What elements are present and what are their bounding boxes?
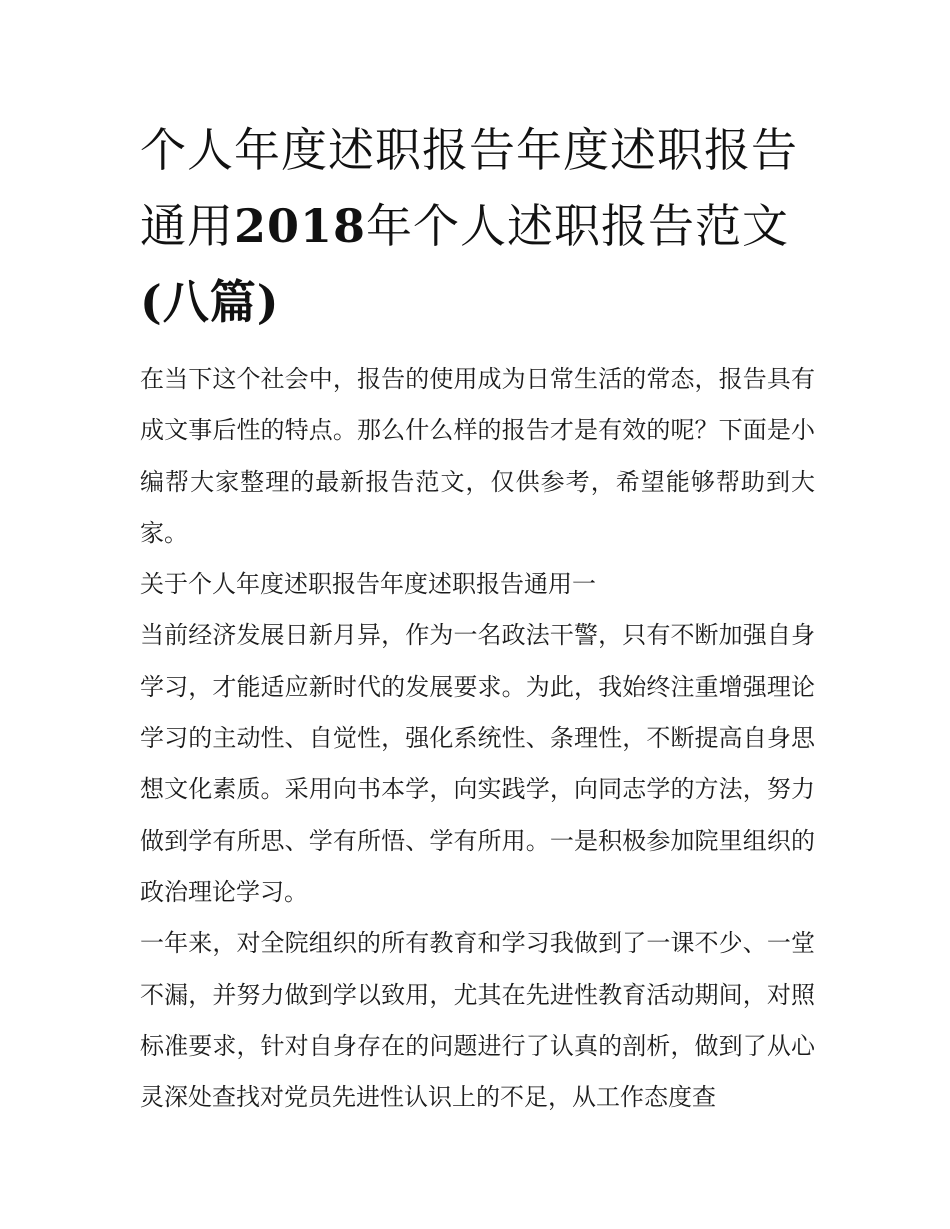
title-part-2: 年个人述职报告范文 — [366, 199, 790, 253]
document-title — [140, 112, 815, 340]
document-page — [140, 112, 815, 1123]
section-heading: 关于个人年度述职报告年度述职报告通用一 — [140, 570, 596, 599]
title-paren: (八篇) — [140, 275, 280, 329]
body-paragraph: 一年来，对全院组织的所有教育和学习我做到了一课不少、一堂不漏，并努力做到学以致用，尤其在先进性教育活动期间，对照标准要求，针对自身存在的问题进行了认真的剖析，做到了从心灵深处查找对党员先进性认识上的不足，从工作态度查 — [140, 929, 815, 1112]
body-paragraph: 当前经济发展日新月异，作为一名政法干警，只有不断加强自身学习，才能适应新时代的发展要求。为此，我始终注重增强理论学习的主动性、自觉性，强化系统性、条理性，不断提高自身思想文化素质。采用向书本学，向实践学，向同志学的方法，努力做到学有所思、学有所悟、学有所用。一是积极参加院里组织的政治理论学习。 — [140, 621, 815, 906]
intro-paragraph: 在当下这个社会中，报告的使用成为日常生活的常态，报告具有成文事后性的特点。那么什么样的报告才是有效的呢？下面是小编帮大家整理的最新报告范文，仅供参考，希望能够帮助到大家。 — [140, 365, 815, 547]
title-year: 2018 — [234, 199, 367, 253]
title-part-1: 个人年度述职报告年度述职报告通用 — [140, 123, 798, 253]
document-body — [140, 354, 815, 1123]
